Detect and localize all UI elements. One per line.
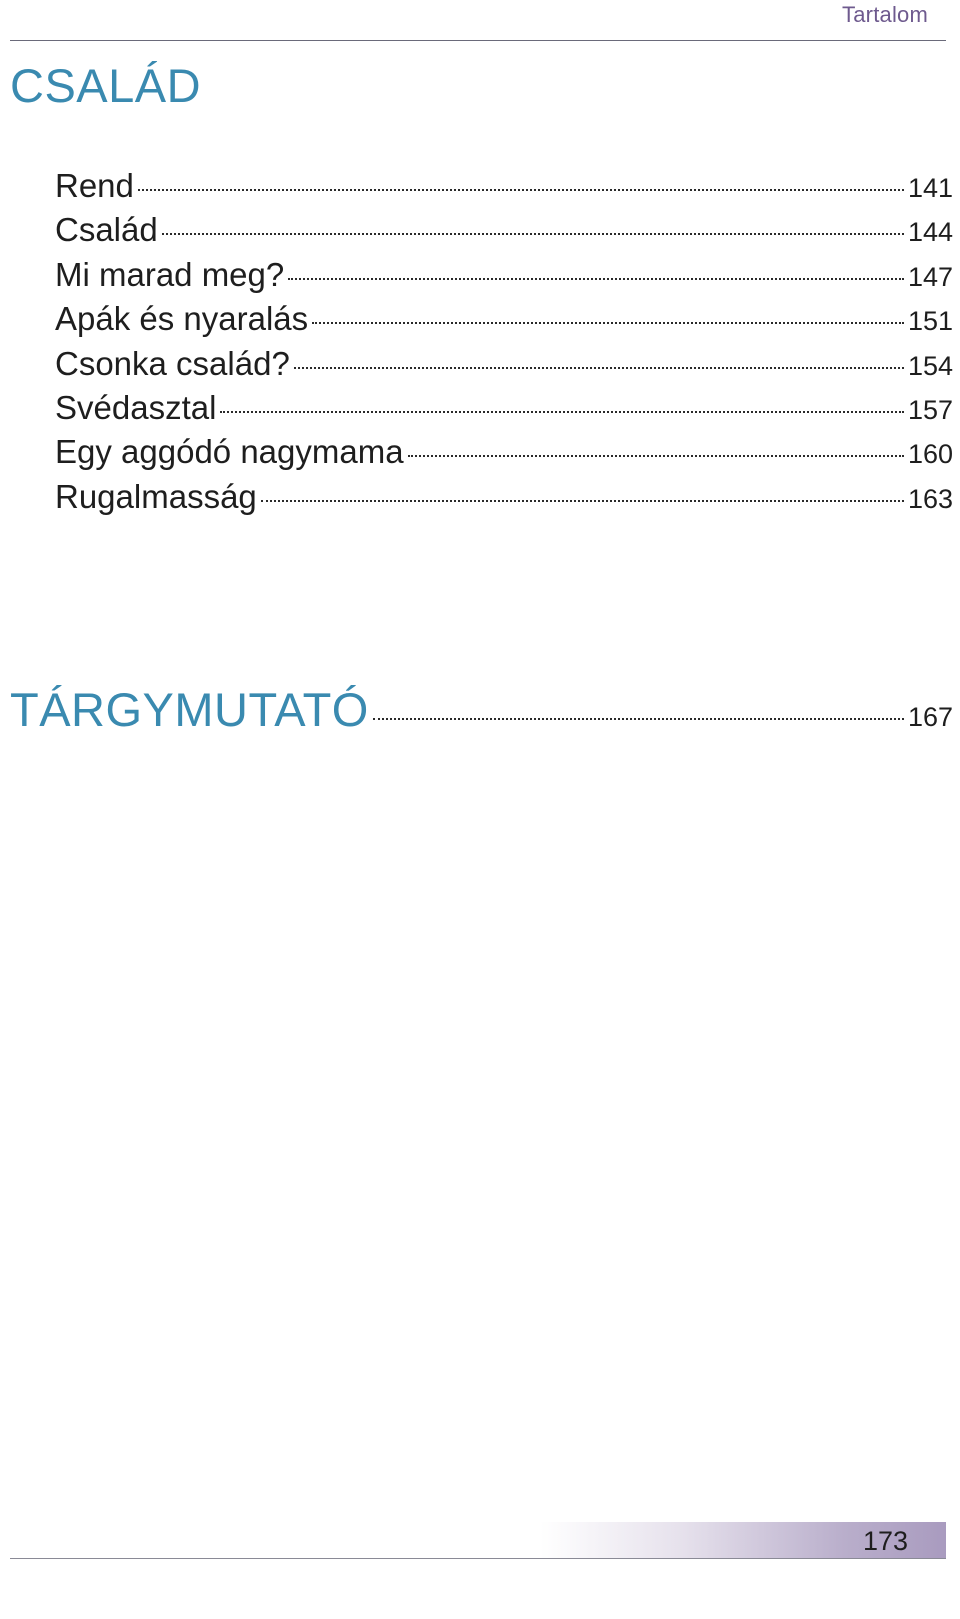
toc-entry[interactable]	[55, 342, 953, 386]
dot-leader	[294, 367, 904, 369]
toc-entry[interactable]	[55, 164, 953, 208]
toc-entry[interactable]	[55, 475, 953, 519]
index-page: 167	[907, 702, 953, 732]
toc-entry-page: 154	[907, 350, 953, 381]
dot-leader	[288, 278, 904, 280]
toc-entry-title: Mi marad meg?	[55, 255, 285, 293]
toc-entry[interactable]	[55, 253, 953, 297]
toc-entry[interactable]	[55, 386, 953, 430]
dot-leader	[138, 189, 904, 191]
toc-entry-page: 144	[907, 217, 953, 248]
toc-entry-page: 151	[907, 306, 953, 337]
dot-leader	[408, 455, 904, 457]
toc-entry[interactable]	[55, 208, 953, 252]
toc-entry-title: Rugalmasság	[55, 477, 257, 515]
dot-leader	[312, 322, 904, 324]
toc-entry-page: 147	[907, 261, 953, 292]
toc-entry-title: Rend	[55, 167, 134, 204]
running-header: Tartalom	[842, 2, 928, 27]
page-number: 173	[862, 1526, 908, 1556]
header-divider	[10, 40, 946, 41]
toc-entry-page: 141	[907, 173, 953, 203]
toc-entry-page: 160	[907, 439, 953, 470]
toc-entry-title: Svédasztal	[55, 388, 217, 426]
index-title: TÁRGYMUTATÓ	[10, 683, 369, 736]
section-title: CSALÁD	[10, 59, 202, 112]
toc-entry-title: Csonka család?	[55, 344, 290, 382]
toc-entry-title: Egy aggódó nagymama	[55, 433, 404, 471]
dot-leader	[261, 500, 904, 502]
toc-entry-title: Család	[55, 211, 158, 249]
footer-divider	[10, 1558, 946, 1559]
toc-entry[interactable]	[55, 430, 953, 474]
dot-leader	[373, 718, 904, 720]
toc-entry-page: 157	[907, 394, 953, 425]
toc-list	[55, 164, 953, 519]
dot-leader	[220, 411, 904, 413]
toc-entry[interactable]	[55, 297, 953, 341]
toc-entry-title: Apák és nyaralás	[55, 300, 309, 338]
toc-entry-page: 163	[907, 483, 953, 514]
dot-leader	[162, 233, 904, 235]
index-entry[interactable]	[10, 680, 953, 740]
